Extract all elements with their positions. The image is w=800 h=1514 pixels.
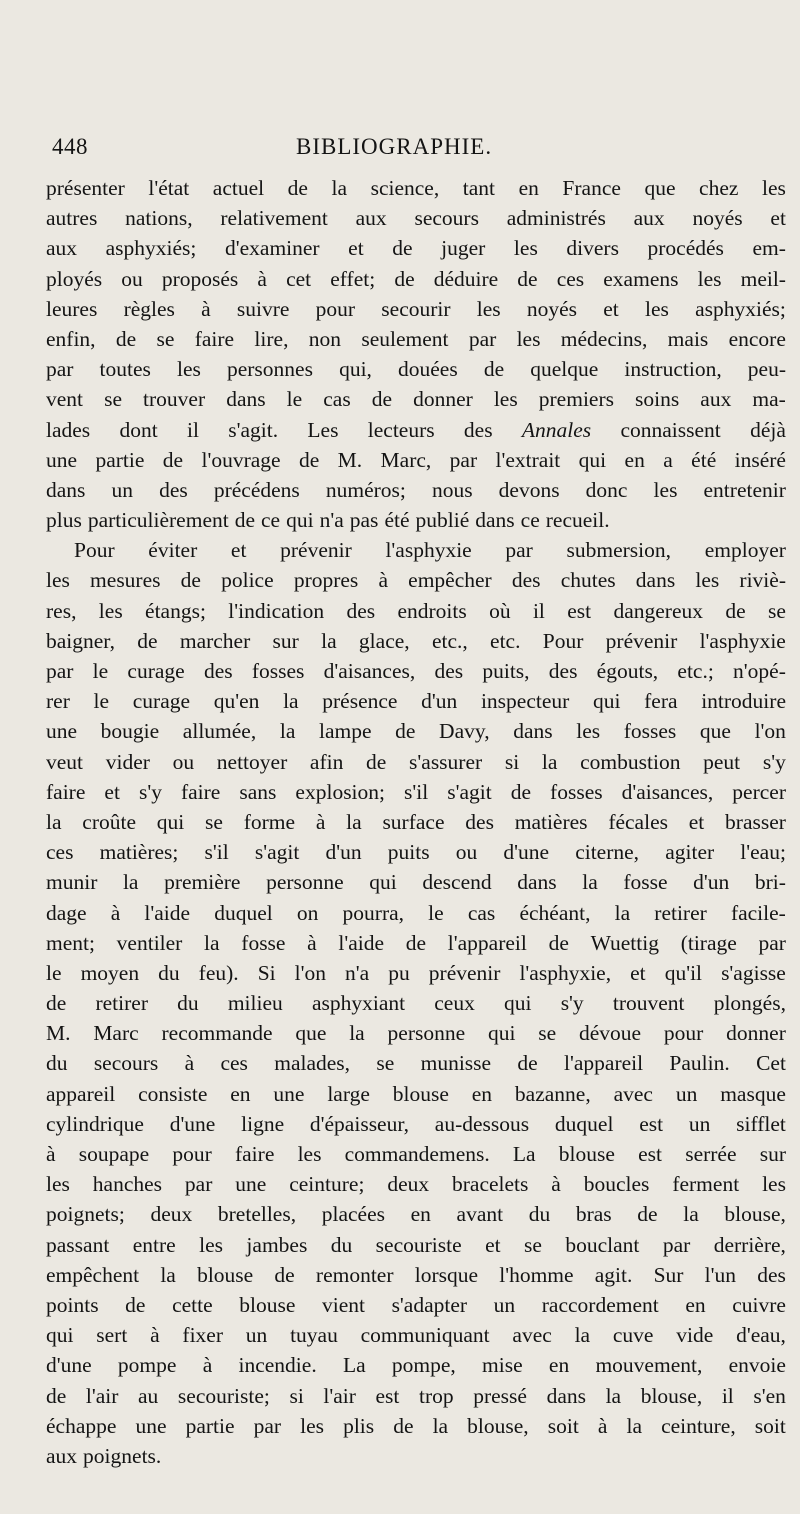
body-text <box>46 173 786 1471</box>
text-line: dans un des précédens numéros; nous devons donc les entretenir <box>46 477 786 502</box>
text-line: aux poignets. <box>46 1443 162 1468</box>
text-line: passant entre les jambes du secouriste et se bouclant par derrière, <box>46 1232 786 1257</box>
text-line: ment; ventiler la fosse à l'aide de l'appareil de Wuettig (tirage par <box>46 930 786 955</box>
text-line: points de cette blouse vient s'adapter un raccordement en cuivre <box>46 1292 786 1317</box>
text-line: leures règles à suivre pour secourir les noyés et les asphyxiés; <box>46 296 786 321</box>
text-line: poignets; deux bretelles, placées en avant du bras de la blouse, <box>46 1202 786 1227</box>
text-line: par le curage des fosses d'aisances, des puits, des égouts, etc.; n'opé- <box>46 659 786 683</box>
text-line: veut vider ou nettoyer afin de s'assurer si la combustion peut s'y <box>46 749 786 774</box>
text-line: à soupape pour faire les commandemens. La blouse est serrée sur <box>46 1142 786 1166</box>
text-line: de l'air au secouriste; si l'air est trop pressé dans la blouse, il s'en <box>46 1383 786 1408</box>
text-line: aux asphyxiés; d'examiner et de juger les divers procédés em- <box>46 236 786 261</box>
text-line: qui sert à fixer un tuyau communiquant avec la cuve vide d'eau, <box>46 1323 786 1348</box>
text-line: de retirer du milieu asphyxiant ceux qui s'y trouvent plongés, <box>46 991 786 1016</box>
text-line: par toutes les personnes qui, douées de quelque instruction, peu- <box>46 357 786 382</box>
text-line: échappe une partie par les plis de la blouse, soit à la ceinture, soit <box>46 1413 786 1438</box>
text-line: faire et s'y faire sans explosion; s'il s'agit de fosses d'aisances, percer <box>46 779 786 804</box>
page-header <box>48 130 788 164</box>
text-line: une bougie allumée, la lampe de Davy, dans les fosses que l'on <box>46 719 786 744</box>
text-line: munir la première personne qui descend dans la fosse d'un bri- <box>46 870 786 895</box>
text-line: les mesures de police propres à empêcher des chutes dans les riviè- <box>46 568 786 593</box>
text-line: appareil consiste en une large blouse en bazanne, avec un masque <box>46 1081 786 1106</box>
running-head: BIBLIOGRAPHIE. <box>296 134 493 159</box>
text-line: rer le curage qu'en la présence d'un inspecteur qui fera introduire <box>46 689 786 714</box>
text-line: enfin, de se faire lire, non seulement par les médecins, mais encore <box>46 326 786 351</box>
text-line: dage à l'aide duquel on pourra, le cas échéant, la retirer facile- <box>46 900 786 925</box>
text-line: le moyen du feu). Si l'on n'a pu prévenir l'asphyxie, et qu'il s'agisse <box>46 960 786 985</box>
text-line: d'une pompe à incendie. La pompe, mise en mouvement, envoie <box>46 1353 786 1378</box>
text-line: vent se trouver dans le cas de donner les premiers soins aux ma- <box>46 387 786 412</box>
text-line: plus particulièrement de ce qui n'a pas été publié dans ce recueil. <box>46 508 610 533</box>
page-number: 448 <box>52 134 88 159</box>
text-line: M. Marc recommande que la personne qui se dévoue pour donner <box>46 1021 786 1046</box>
text-line: une partie de l'ouvrage de M. Marc, par l'extrait qui en a été inséré <box>46 447 786 472</box>
text-line: la croûte qui se forme à la surface des matières fécales et brasser <box>46 809 786 834</box>
text-line: res, les étangs; l'indication des endroits où il est dangereux de se <box>46 598 786 623</box>
text-line: les hanches par une ceinture; deux bracelets à boucles ferment les <box>46 1172 786 1197</box>
text-line: présenter l'état actuel de la science, tant en France que chez les <box>46 176 786 200</box>
text-line: empêchent la blouse de remonter lorsque l'homme agit. Sur l'un des <box>46 1262 786 1287</box>
text-line: baigner, de marcher sur la glace, etc., etc. Pour prévenir l'asphyxie <box>46 628 786 653</box>
text-line: cylindrique d'une ligne d'épaisseur, au-dessous duquel est un sifflet <box>46 1111 786 1136</box>
text-line: autres nations, relativement aux secours administrés aux noyés et <box>46 206 786 231</box>
text-line: du secours à ces malades, se munisse de l'appareil Paulin. Cet <box>46 1051 786 1076</box>
text-line: Pour éviter et prévenir l'asphyxie par submersion, employer <box>74 538 786 563</box>
text-line: lades dont il s'agit. Les lecteurs des Annales connaissent déjà <box>46 417 786 442</box>
text-line: ployés ou proposés à cet effet; de déduire de ces examens les meil- <box>46 266 786 291</box>
text-line: ces matières; s'il s'agit d'un puits ou d'une citerne, agiter l'eau; <box>46 840 786 865</box>
